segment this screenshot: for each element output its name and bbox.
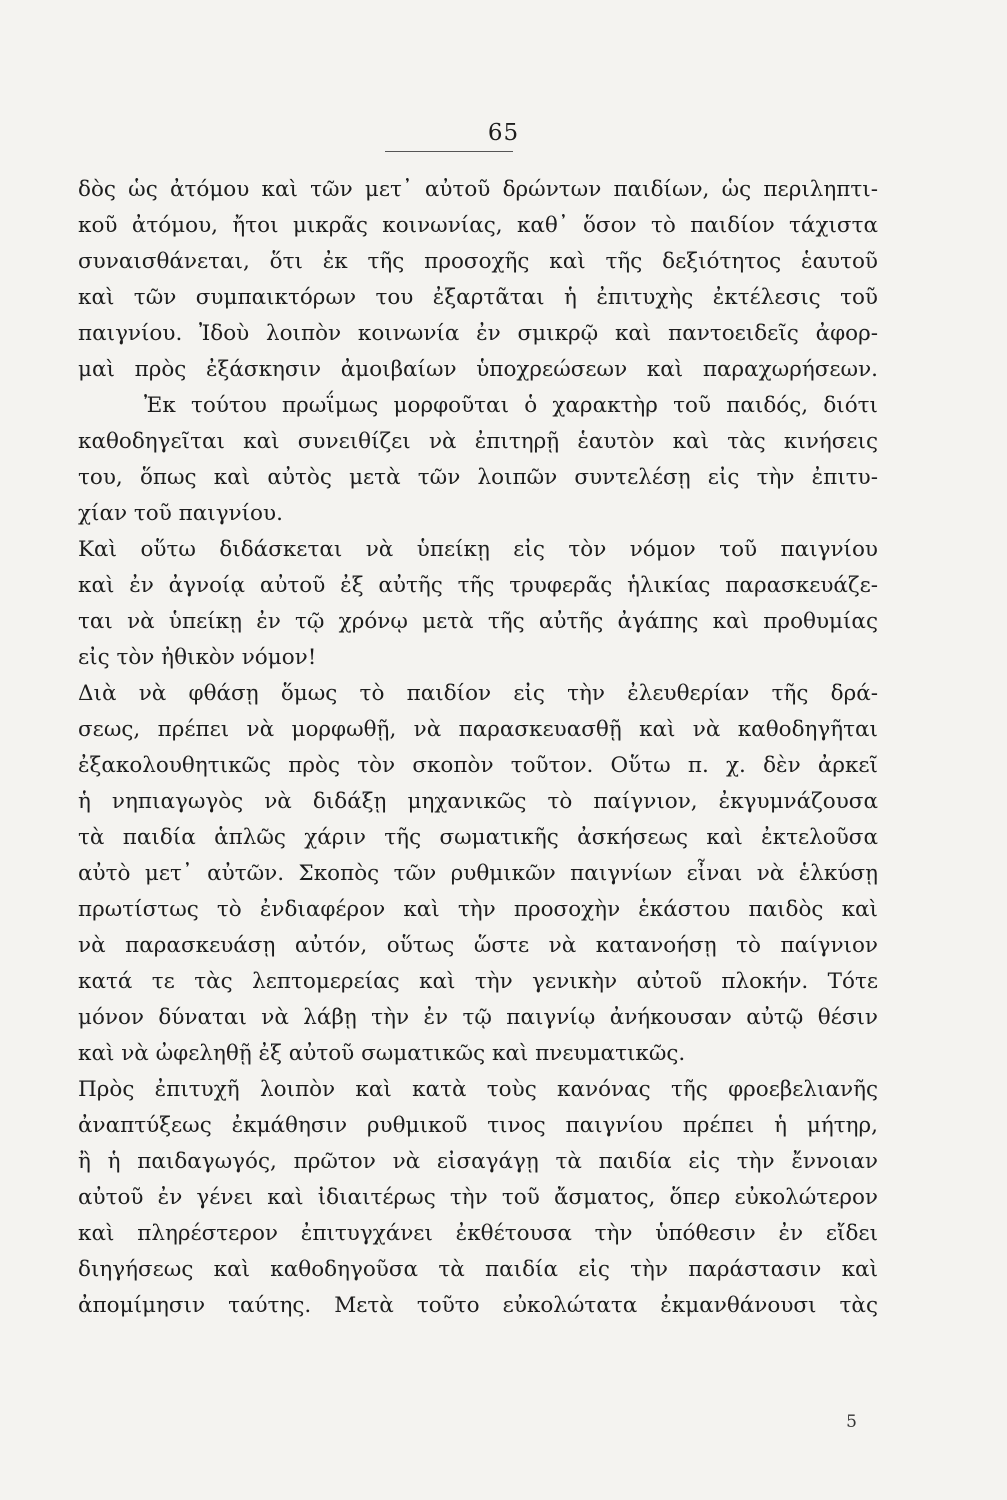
text-line: Καὶ οὕτω διδάσκεται νὰ ὑπείκῃ εἰς τὸν νόμον τοῦ παιγνίου — [78, 537, 878, 562]
text-line: αὐτὸ μετ᾽ αὐτῶν. Σκοπὸς τῶν ρυθμικῶν παιγνίων εἶναι νὰ ἑλκύσῃ — [78, 861, 878, 886]
body-text — [78, 172, 878, 1324]
text-line: καθοδηγεῖται καὶ συνειθίζει νὰ ἐπιτηρῇ ἑαυτὸν καὶ τὰς κινήσεις — [78, 429, 878, 454]
text-line: Πρὸς ἐπιτυχῆ λοιπὸν καὶ κατὰ τοὺς κανόνας τῆς φροεβελιανῆς — [78, 1077, 878, 1102]
text-line: χίαν τοῦ παιγνίου. — [78, 501, 283, 526]
text-line: του, ὅπως καὶ αὐτὸς μετὰ τῶν λοιπῶν συντελέσῃ εἰς τὴν ἐπιτυ- — [78, 465, 878, 490]
text-line: ται νὰ ὑπείκῃ ἐν τῷ χρόνῳ μετὰ τῆς αὐτῆς ἀγάπης καὶ προθυμίας — [78, 609, 878, 634]
signature-mark: 5 — [846, 1412, 857, 1432]
text-line: σεως, πρέπει νὰ μορφωθῇ, νὰ παρασκευασθῇ καὶ νὰ καθοδηγῆται — [78, 717, 878, 742]
text-line: ἡ νηπιαγωγὸς νὰ διδάξῃ μηχανικῶς τὸ παίγνιον, ἐκγυμνάζουσα — [78, 789, 878, 814]
text-line: νὰ παρασκευάσῃ αὐτόν, οὕτως ὥστε νὰ κατανοήσῃ τὸ παίγνιον — [78, 933, 878, 958]
text-line: καὶ πληρέστερον ἐπιτυγχάνει ἐκθέτουσα τὴν ὑπόθεσιν ἐν εἴδει — [78, 1221, 878, 1246]
text-line: κοῦ ἀτόμου, ἤτοι μικρᾶς κοινωνίας, καθ᾽ ὅσον τὸ παιδίον τάχιστα — [78, 213, 878, 238]
text-line: μόνον δύναται νὰ λάβῃ τὴν ἐν τῷ παιγνίῳ ἀνήκουσαν αὐτῷ θέσιν — [78, 1005, 878, 1030]
text-line: Διὰ νὰ φθάσῃ ὅμως τὸ παιδίον εἰς τὴν ἐλευθερίαν τῆς δρά- — [78, 681, 878, 706]
text-line: καὶ ἐν ἀγνοίᾳ αὐτοῦ ἐξ αὐτῆς τῆς τρυφερᾶς ἡλικίας παρασκευάζε- — [78, 573, 878, 598]
text-line: ἢ ἡ παιδαγωγός, πρῶτον νὰ εἰσαγάγῃ τὰ παιδία εἰς τὴν ἔννοιαν — [78, 1149, 878, 1174]
text-line: κατά τε τὰς λεπτομερείας καὶ τὴν γενικὴν αὐτοῦ πλοκήν. Τότε — [78, 969, 878, 994]
text-line: διηγήσεως καὶ καθοδηγοῦσα τὰ παιδία εἰς τὴν παράστασιν καὶ — [78, 1257, 878, 1282]
text-line: μαὶ πρὸς ἐξάσκησιν ἀμοιβαίων ὑποχρεώσεων καὶ παραχωρήσεων. — [78, 357, 878, 382]
text-line: αὐτοῦ ἐν γένει καὶ ἰδιαιτέρως τὴν τοῦ ἄσματος, ὅπερ εὐκολώτερον — [78, 1185, 878, 1210]
text-line: εἰς τὸν ἠθικὸν νόμον! — [78, 645, 317, 670]
page-number: 65 — [487, 120, 520, 146]
text-line: πρωτίστως τὸ ἐνδιαφέρον καὶ τὴν προσοχὴν ἑκάστου παιδὸς καὶ — [78, 897, 878, 922]
text-line: Ἐκ τούτου πρωΐμως μορφοῦται ὁ χαρακτὴρ τοῦ παιδός, διότι — [144, 393, 878, 418]
text-line: καὶ νὰ ὠφεληθῇ ἐξ αὐτοῦ σωματικῶς καὶ πνευματικῶς. — [78, 1041, 686, 1066]
text-line: συναισθάνεται, ὅτι ἐκ τῆς προσοχῆς καὶ τῆς δεξιότητος ἑαυτοῦ — [78, 249, 878, 274]
header-rule — [385, 151, 513, 152]
text-line: καὶ τῶν συμπαικτόρων του ἐξαρτᾶται ἡ ἐπιτυχὴς ἐκτέλεσις τοῦ — [78, 285, 878, 310]
text-line: ἀναπτύξεως ἐκμάθησιν ρυθμικοῦ τινος παιγνίου πρέπει ἡ μήτηρ, — [78, 1113, 878, 1138]
text-line: τὰ παιδία ἁπλῶς χάριν τῆς σωματικῆς ἀσκήσεως καὶ ἐκτελοῦσα — [78, 825, 878, 850]
text-line: παιγνίου. Ἰδοὺ λοιπὸν κοινωνία ἐν σμικρῷ καὶ παντοειδεῖς ἀφορ- — [78, 321, 878, 346]
text-line: δὸς ὡς ἀτόμου καὶ τῶν μετ᾽ αὐτοῦ δρώντων παιδίων, ὡς περιληπτι- — [78, 177, 878, 202]
text-line: ἀπομίμησιν ταύτης. Μετὰ τοῦτο εὐκολώτατα ἐκμανθάνουσι τὰς — [78, 1293, 878, 1318]
text-line: ἐξακολουθητικῶς πρὸς τὸν σκοπὸν τοῦτον. Οὕτω π. χ. δὲν ἀρκεῖ — [78, 753, 878, 778]
